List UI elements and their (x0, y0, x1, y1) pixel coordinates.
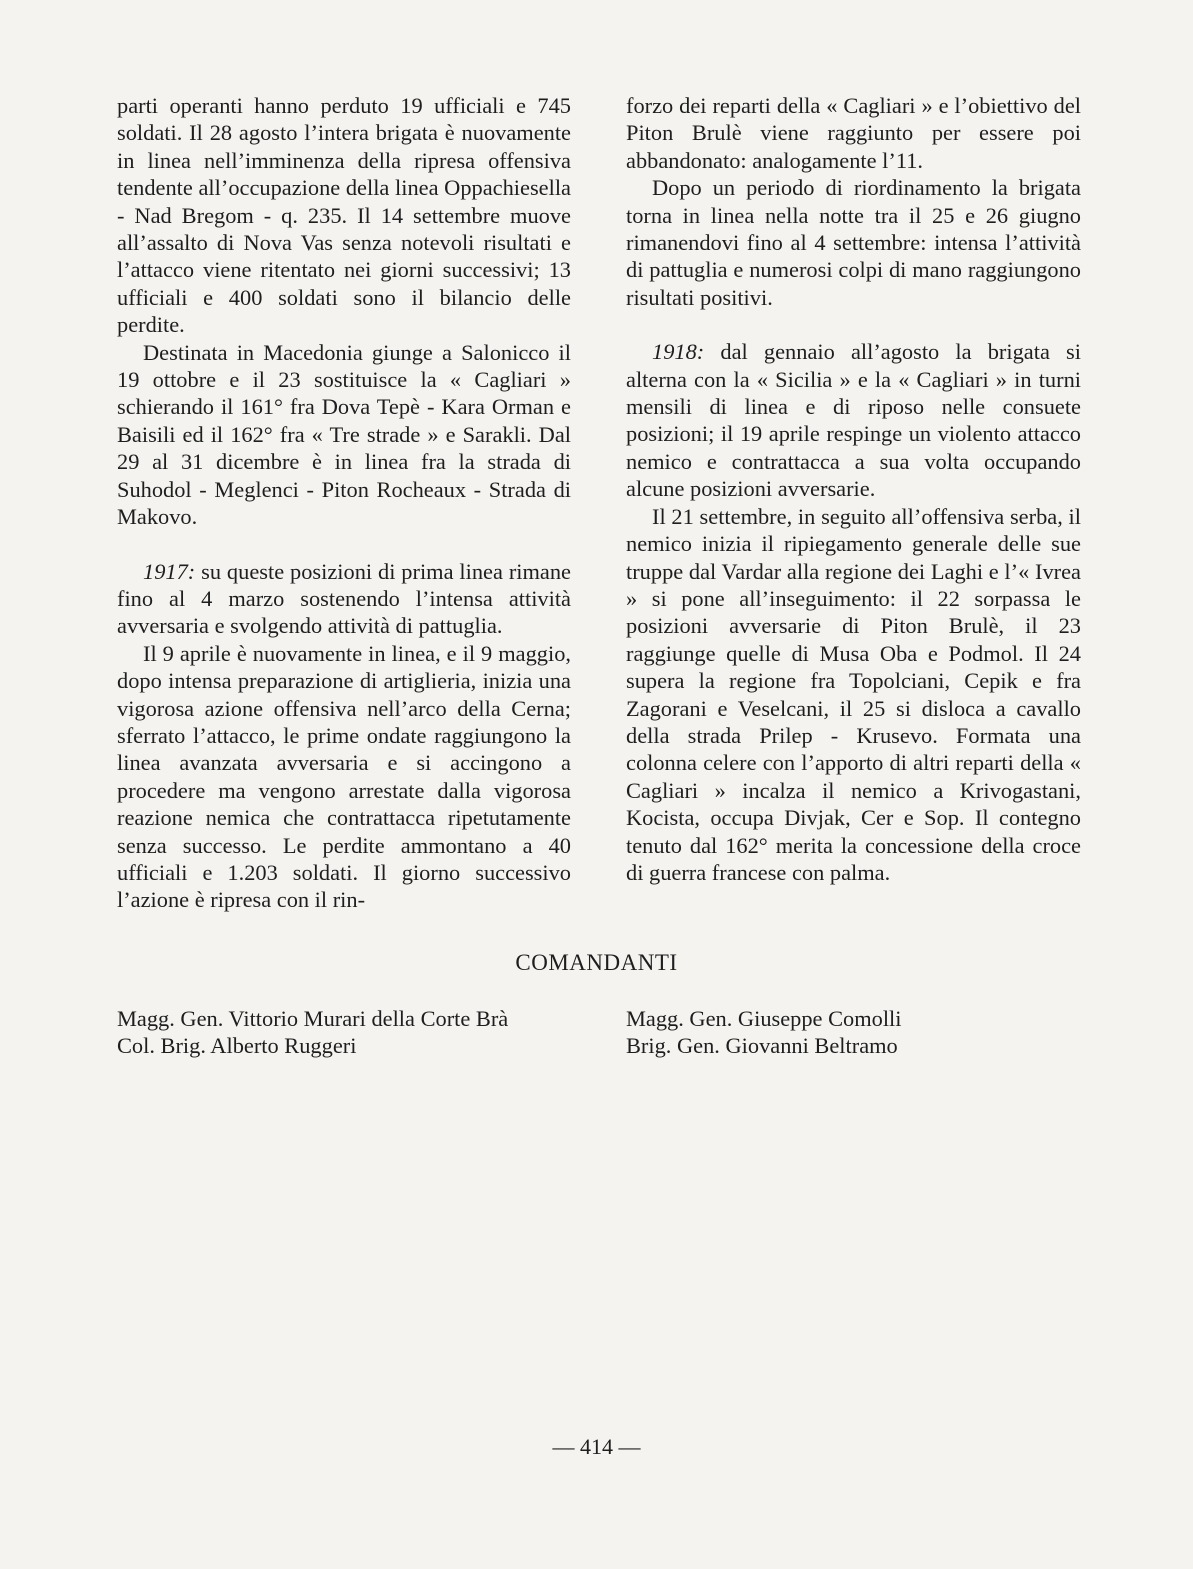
paragraph (117, 558, 571, 640)
commander-entry: Col. Brig. Alberto Ruggeri (117, 1033, 357, 1059)
commander-entry: Magg. Gen. Vittorio Murari della Corte Brà (117, 1006, 509, 1031)
paragraph: Destinata in Macedonia giunge a Salonicco il 19 ottobre e il 23 sostituisce la « Cagliari » schierando il 161° fra Dova Tepè - Kara Orman e Baisili ed il 162° fra « Tre strade » e Sarakli. Dal 29 al 31 dicembre è in linea fra la strada di Suhodol - Meglenci - Piton Rocheaux - Strada di Makovo. (117, 339, 571, 530)
paragraph-text: dal gennaio all’agosto la brigata si alterna con la « Sicilia » e la « Cagliari » in turni mensili di linea e di riposo nelle consuete posizioni; il 19 aprile respinge un violento attacco nemico e contrattacca a sua volta occupando alcune posizioni avversarie. (626, 339, 1081, 502)
year-label: 1918: (652, 339, 705, 365)
commander-entry: Magg. Gen. Giuseppe Comolli (626, 1006, 902, 1031)
page-number: — 414 — (552, 1434, 641, 1459)
left-text-column (117, 92, 571, 914)
paragraph: Il 9 aprile è nuovamente in linea, e il 9 maggio, dopo intensa preparazione di artiglieria, inizia una vigorosa azione offensiva nell’arco della Cerna; sferrato l’attacco, le prime ondate raggiungono la linea avanzata avversaria e si accingono a procedere ma vengono arrestate dalla vigorosa reazione nemica che contrattacca ripetutamente senza successo. Le perdite ammontano a 40 ufficiali e 1.203 soldati. Il giorno successivo l’azione è ripresa con il rin- (117, 640, 571, 913)
paragraph (626, 338, 1081, 502)
commanders-list-right (626, 1005, 1081, 1060)
paragraph: forzo dei reparti della « Cagliari » e l’obiettivo del Piton Brulè viene raggiunto per essere poi abbandonato: analogamente l’11. (626, 93, 1081, 173)
commander-entry: Brig. Gen. Giovanni Beltramo (626, 1033, 898, 1059)
paragraph: Il 21 settembre, in seguito all’offensiva serba, il nemico inizia il ripiegamento generale delle sue truppe dal Vardar alla regione dei Laghi e l’« Ivrea » si pone all’inseguimento: il 22 sorpassa le posizioni avversarie di Piton Brulè, il 23 raggiunge quelle di Musa Oba e Podmol. Il 24 supera la regione fra Topolciani, Cepik e fra Zagorani e Veselcani, il 25 si disloca a cavallo della strada Prilep - Krusevo. Formata una colonna celere con l’apporto di altri reparti della « Cagliari » incalza il nemico a Krivogastani, Kocista, occupa Divjak, Cer e Sop. Il contegno tenuto dal 162° merita la concessione della croce di guerra francese con palma. (626, 503, 1081, 885)
paragraph: Dopo un periodo di riordinamento la brigata torna in linea nella notte tra il 25 e 26 giugno rimanendovi fino al 4 settembre: intensa l’attività di pattuglia e numerosi colpi di mano raggiungono risultati positivi. (626, 175, 1081, 310)
paragraph: parti operanti hanno perduto 19 ufficiali e 745 soldati. Il 28 agosto l’intera brigata è nuovamente in linea nell’imminenza della ripresa offensiva tendente all’occupazione della linea Oppachiesella - Nad Bregom - q. 235. Il 14 settembre muove all’assalto di Nova Vas senza notevoli risultati e l’attacco viene ritentato nei giorni successivi; 13 ufficiali e 400 soldati sono il bilancio delle perdite. (117, 93, 571, 338)
section-heading: COMANDANTI (515, 950, 678, 975)
paragraph-text: su queste posizioni di prima linea rimane fino al 4 marzo sostenendo l’intensa attività avversaria e svolgendo attività di pattuglia. (117, 558, 571, 639)
right-text-column (626, 92, 1081, 886)
year-label: 1917: (143, 558, 196, 584)
commanders-list-left (117, 1005, 587, 1060)
